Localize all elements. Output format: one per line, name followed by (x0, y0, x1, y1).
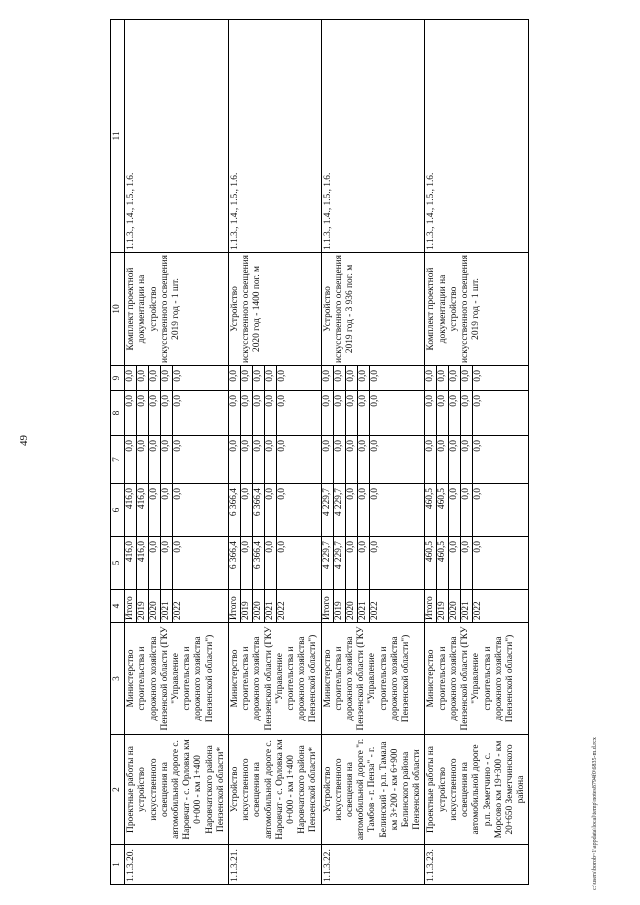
col5-total-list (125, 537, 184, 589)
col6-regional-value: 0,0 (161, 484, 173, 536)
year-value: 2021 (357, 590, 369, 622)
measure-id: 1.1.3.23. (425, 845, 529, 885)
col9-other-value: 0,0 (369, 370, 380, 382)
year-value: 2020 (449, 590, 461, 622)
col7-federal-value: 0,0 (345, 436, 357, 483)
col8-local-value: 0,0 (125, 391, 137, 435)
year-value: 2021 (461, 590, 473, 622)
col8-local-value: 0,0 (149, 391, 161, 435)
header-col-2: 2 (111, 735, 125, 845)
col8-local-list (125, 391, 184, 435)
col7-federal-value: 0,0 (173, 440, 184, 452)
col7-federal-cell (425, 436, 529, 484)
col5-total-value: 0,0 (473, 541, 484, 553)
col7-federal-list (229, 436, 288, 483)
col9-other-value: 0,0 (345, 366, 357, 390)
col5-total-value: 0,0 (345, 537, 357, 589)
col6-regional-value: 4 229,7 (322, 484, 334, 536)
col5-total-value: 0,0 (277, 541, 288, 553)
col6-regional-value: 0,0 (241, 484, 253, 536)
col9-other-value: 0,0 (425, 366, 437, 390)
col8-local-value: 0,0 (173, 395, 184, 407)
col8-local-value: 0,0 (137, 391, 149, 435)
col8-local-value: 0,0 (449, 391, 461, 435)
col6-regional-list (125, 484, 184, 536)
col8-local-value: 0,0 (333, 391, 345, 435)
year-value: Итого (425, 590, 437, 622)
col5-total-value: 0,0 (173, 541, 184, 553)
col8-local-list (322, 391, 381, 435)
col8-local-value: 0,0 (229, 391, 241, 435)
col8-local-value: 0,0 (322, 391, 334, 435)
col6-regional-value: 6 366,4 (253, 484, 265, 536)
col5-total-value: 6 366,4 (229, 537, 241, 589)
col5-total-value: 6 366,4 (253, 537, 265, 589)
col7-federal-value: 0,0 (161, 436, 173, 483)
table-body (125, 20, 529, 885)
measure-name: Устройство искусственного освещения на автомобильной дороге с. Наровчат - с. Орловка км 0+000 - км 1+400 Наровчатского района Пензенской области* (229, 735, 322, 845)
col5-total-value: 0,0 (461, 537, 473, 589)
col6-regional-value: 0,0 (473, 488, 484, 500)
col5-total-value: 0,0 (357, 537, 369, 589)
col5-total-value: 0,0 (449, 537, 461, 589)
indicator-refs: 1.1.3., 1.4., 1.5., 1.6. (229, 20, 322, 253)
col7-federal-value: 0,0 (277, 440, 288, 452)
year-list (322, 590, 381, 622)
executor: Министерство строительства и дорожного хозяйства Пензенской области (ГКУ "Управление строительства и дорожного хозяйства Пензенской области") (125, 623, 229, 735)
measure-name: Проектные работы на устройство искусственного освещения на автомобильной дороге с. Наровчат - с. Орловка км 0+000 - км 1+400 Наровчатского района Пензенской области* (125, 735, 229, 845)
col7-federal-value: 0,0 (229, 436, 241, 483)
col9-other-list (425, 366, 484, 390)
year-value: 2019 (241, 590, 253, 622)
col8-local-value: 0,0 (473, 395, 484, 407)
col9-other-list (322, 366, 381, 390)
col7-federal-list (425, 436, 484, 483)
col7-federal-cell (125, 436, 229, 484)
col9-other-value: 0,0 (173, 370, 184, 382)
col6-regional-cell (321, 484, 425, 537)
col5-total-value: 0,0 (265, 537, 277, 589)
header-col-6: 6 (111, 484, 125, 537)
col8-local-cell (321, 391, 425, 436)
year-value: 2022 (369, 601, 380, 620)
col7-federal-value: 0,0 (265, 436, 277, 483)
col7-federal-value: 0,0 (369, 440, 380, 452)
col6-regional-value: 0,0 (369, 488, 380, 500)
col6-regional-value: 0,0 (277, 488, 288, 500)
col6-regional-cell (425, 484, 529, 537)
measure-name: Проектные работы на устройство искусственного освещения на автомобильной дороге р.п. Земетчино - с. Морсово км 19+300 - км 20+650 Земетчинского района (425, 735, 529, 845)
col5-total-cell (229, 537, 322, 590)
col9-other-cell (321, 366, 425, 391)
year-value: 2021 (161, 590, 173, 622)
col8-local-value: 0,0 (345, 391, 357, 435)
header-col-10: 10 (111, 253, 125, 366)
measure-id: 1.1.3.21. (229, 845, 322, 885)
col8-local-value: 0,0 (277, 395, 288, 407)
col5-total-cell (425, 537, 529, 590)
col8-local-list (229, 391, 288, 435)
col7-federal-value: 0,0 (241, 436, 253, 483)
col9-other-value: 0,0 (161, 366, 173, 390)
year-value: 2019 (437, 590, 449, 622)
table-row (229, 20, 322, 885)
col5-total-value: 0,0 (241, 537, 253, 589)
col9-other-value: 0,0 (473, 370, 484, 382)
col9-other-value: 0,0 (333, 366, 345, 390)
col6-regional-list (322, 484, 381, 536)
col9-other-list (125, 366, 184, 390)
col9-other-value: 0,0 (322, 366, 334, 390)
col5-total-list (425, 537, 484, 589)
col8-local-list (425, 391, 484, 435)
col5-total-list (229, 537, 288, 589)
col6-regional-value: 0,0 (461, 484, 473, 536)
year-cell (125, 590, 229, 623)
col6-regional-value: 6 366,4 (229, 484, 241, 536)
col8-local-value: 0,0 (461, 391, 473, 435)
year-value: 2020 (345, 590, 357, 622)
col9-other-value: 0,0 (461, 366, 473, 390)
col5-total-value: 4 229,7 (322, 537, 334, 589)
col6-regional-value: 0,0 (149, 484, 161, 536)
col6-regional-value: 460,5 (437, 484, 449, 536)
indicator-refs: 1.1.3., 1.4., 1.5., 1.6. (321, 20, 425, 253)
col5-total-value: 460,5 (425, 537, 437, 589)
measure-id: 1.1.3.20. (125, 845, 229, 885)
col6-regional-value: 0,0 (345, 484, 357, 536)
col5-total-list (322, 537, 381, 589)
col9-other-cell (425, 366, 529, 391)
year-value: 2020 (149, 590, 161, 622)
col8-local-value: 0,0 (253, 391, 265, 435)
year-value: 2019 (137, 590, 149, 622)
year-cell (321, 590, 425, 623)
rotated-table-container (110, 20, 580, 885)
col7-federal-value: 0,0 (473, 440, 484, 452)
table-row (425, 20, 529, 885)
col8-local-cell (125, 391, 229, 436)
col7-federal-value: 0,0 (333, 436, 345, 483)
col8-local-value: 0,0 (161, 391, 173, 435)
col7-federal-cell (229, 436, 322, 484)
year-value: 2021 (265, 590, 277, 622)
year-value: Итого (322, 590, 334, 622)
col9-other-value: 0,0 (437, 366, 449, 390)
executor: Министерство строительства и дорожного хозяйства Пензенской области (ГКУ "Управление строительства и дорожного хозяйства Пензенской области") (425, 623, 529, 735)
col7-federal-value: 0,0 (449, 436, 461, 483)
header-col-4: 4 (111, 590, 125, 623)
col6-regional-cell (125, 484, 229, 537)
col9-other-value: 0,0 (265, 366, 277, 390)
col5-total-value: 416,0 (137, 537, 149, 589)
col8-local-value: 0,0 (437, 391, 449, 435)
col6-regional-value: 416,0 (137, 484, 149, 536)
col5-total-value: 460,5 (437, 537, 449, 589)
col7-federal-value: 0,0 (149, 436, 161, 483)
col5-total-value: 0,0 (369, 541, 380, 553)
col7-federal-list (125, 436, 184, 483)
col6-regional-list (425, 484, 484, 536)
col7-federal-value: 0,0 (425, 436, 437, 483)
col5-total-value: 0,0 (161, 537, 173, 589)
year-cell (425, 590, 529, 623)
col6-regional-value: 4 229,7 (333, 484, 345, 536)
col8-local-value: 0,0 (265, 391, 277, 435)
col9-other-value: 0,0 (229, 366, 241, 390)
col8-local-value: 0,0 (369, 395, 380, 407)
program-measures-table (110, 19, 529, 885)
col9-other-value: 0,0 (149, 366, 161, 390)
header-col-1: 1 (111, 845, 125, 885)
measure-id: 1.1.3.22. (321, 845, 425, 885)
measure-name: Устройство искусственного освещения на автомобильной дороге "г. Тамбов - г. Пенза" - г. Белинский - р.п. Тамала км 3+200 - км 6+900 Белинского района Пензенской области (321, 735, 425, 845)
col5-total-cell (321, 537, 425, 590)
header-col-9: 9 (111, 366, 125, 391)
col6-regional-value: 0,0 (265, 484, 277, 536)
executor: Министерство строительства и дорожного хозяйства Пензенской области (ГКУ "Управление строительства и дорожного хозяйства Пензенской области") (229, 623, 322, 735)
year-value: 2019 (333, 590, 345, 622)
col9-other-value: 0,0 (357, 366, 369, 390)
col8-local-value: 0,0 (357, 391, 369, 435)
col5-total-value: 416,0 (125, 537, 137, 589)
expected-result: Устройство искусственного освещения 2020 год - 1400 пог. м (229, 253, 322, 366)
year-value: 2022 (277, 601, 288, 620)
indicator-refs: 1.1.3., 1.4., 1.5., 1.6. (425, 20, 529, 253)
year-value: Итого (125, 590, 137, 622)
col8-local-value: 0,0 (241, 391, 253, 435)
col7-federal-value: 0,0 (461, 436, 473, 483)
table-row (321, 20, 425, 885)
col7-federal-cell (321, 436, 425, 484)
col6-regional-cell (229, 484, 322, 537)
expected-result: Комплект проектной документации на устройство искусственного освещения 2019 год - 1 шт. (125, 253, 229, 366)
year-value: 2020 (253, 590, 265, 622)
header-col-3: 3 (111, 623, 125, 735)
col9-other-value: 0,0 (125, 366, 137, 390)
col5-total-value: 4 229,7 (333, 537, 345, 589)
header-col-8: 8 (111, 391, 125, 436)
col9-other-cell (229, 366, 322, 391)
col9-other-value: 0,0 (253, 366, 265, 390)
col9-other-cell (125, 366, 229, 391)
col7-federal-list (322, 436, 381, 483)
header-col-11: 11 (111, 20, 125, 253)
year-value: 2022 (473, 601, 484, 620)
col7-federal-value: 0,0 (125, 436, 137, 483)
year-list (125, 590, 184, 622)
col6-regional-list (229, 484, 288, 536)
col6-regional-value: 0,0 (173, 488, 184, 500)
expected-result: Комплект проектной документации на устройство искусственного освещения 2019 год - 1 шт. (425, 253, 529, 366)
col9-other-value: 0,0 (449, 366, 461, 390)
col9-other-list (229, 366, 288, 390)
footer-file-path: c:\users\borob~1\appdata\local\temp\notes8794f0\6835-m.d.rcx (592, 737, 598, 890)
col6-regional-value: 0,0 (357, 484, 369, 536)
col9-other-value: 0,0 (241, 366, 253, 390)
col5-total-cell (125, 537, 229, 590)
year-cell (229, 590, 322, 623)
col7-federal-value: 0,0 (322, 436, 334, 483)
expected-result: Устройство искусственного освещения 2019 год - 3 936 пог. м (321, 253, 425, 366)
col7-federal-value: 0,0 (437, 436, 449, 483)
col7-federal-value: 0,0 (357, 436, 369, 483)
indicator-refs: 1.1.3., 1.4., 1.5., 1.6. (125, 20, 229, 253)
col6-regional-value: 416,0 (125, 484, 137, 536)
year-list (425, 590, 484, 622)
col8-local-value: 0,0 (425, 391, 437, 435)
col7-federal-value: 0,0 (253, 436, 265, 483)
header-col-5: 5 (111, 537, 125, 590)
year-value: Итого (229, 590, 241, 622)
table-row (125, 20, 229, 885)
year-value: 2022 (173, 601, 184, 620)
col6-regional-value: 0,0 (449, 484, 461, 536)
col8-local-cell (229, 391, 322, 436)
col5-total-value: 0,0 (149, 537, 161, 589)
page-number: 49 (18, 435, 30, 446)
col6-regional-value: 460,5 (425, 484, 437, 536)
year-list (229, 590, 288, 622)
col7-federal-value: 0,0 (137, 436, 149, 483)
col8-local-cell (425, 391, 529, 436)
header-col-7: 7 (111, 436, 125, 484)
col9-other-value: 0,0 (137, 366, 149, 390)
col9-other-value: 0,0 (277, 370, 288, 382)
header-row (111, 20, 125, 885)
executor: Министерство строительства и дорожного хозяйства Пензенской области (ГКУ "Управление строительства и дорожного хозяйства Пензенской области") (321, 623, 425, 735)
